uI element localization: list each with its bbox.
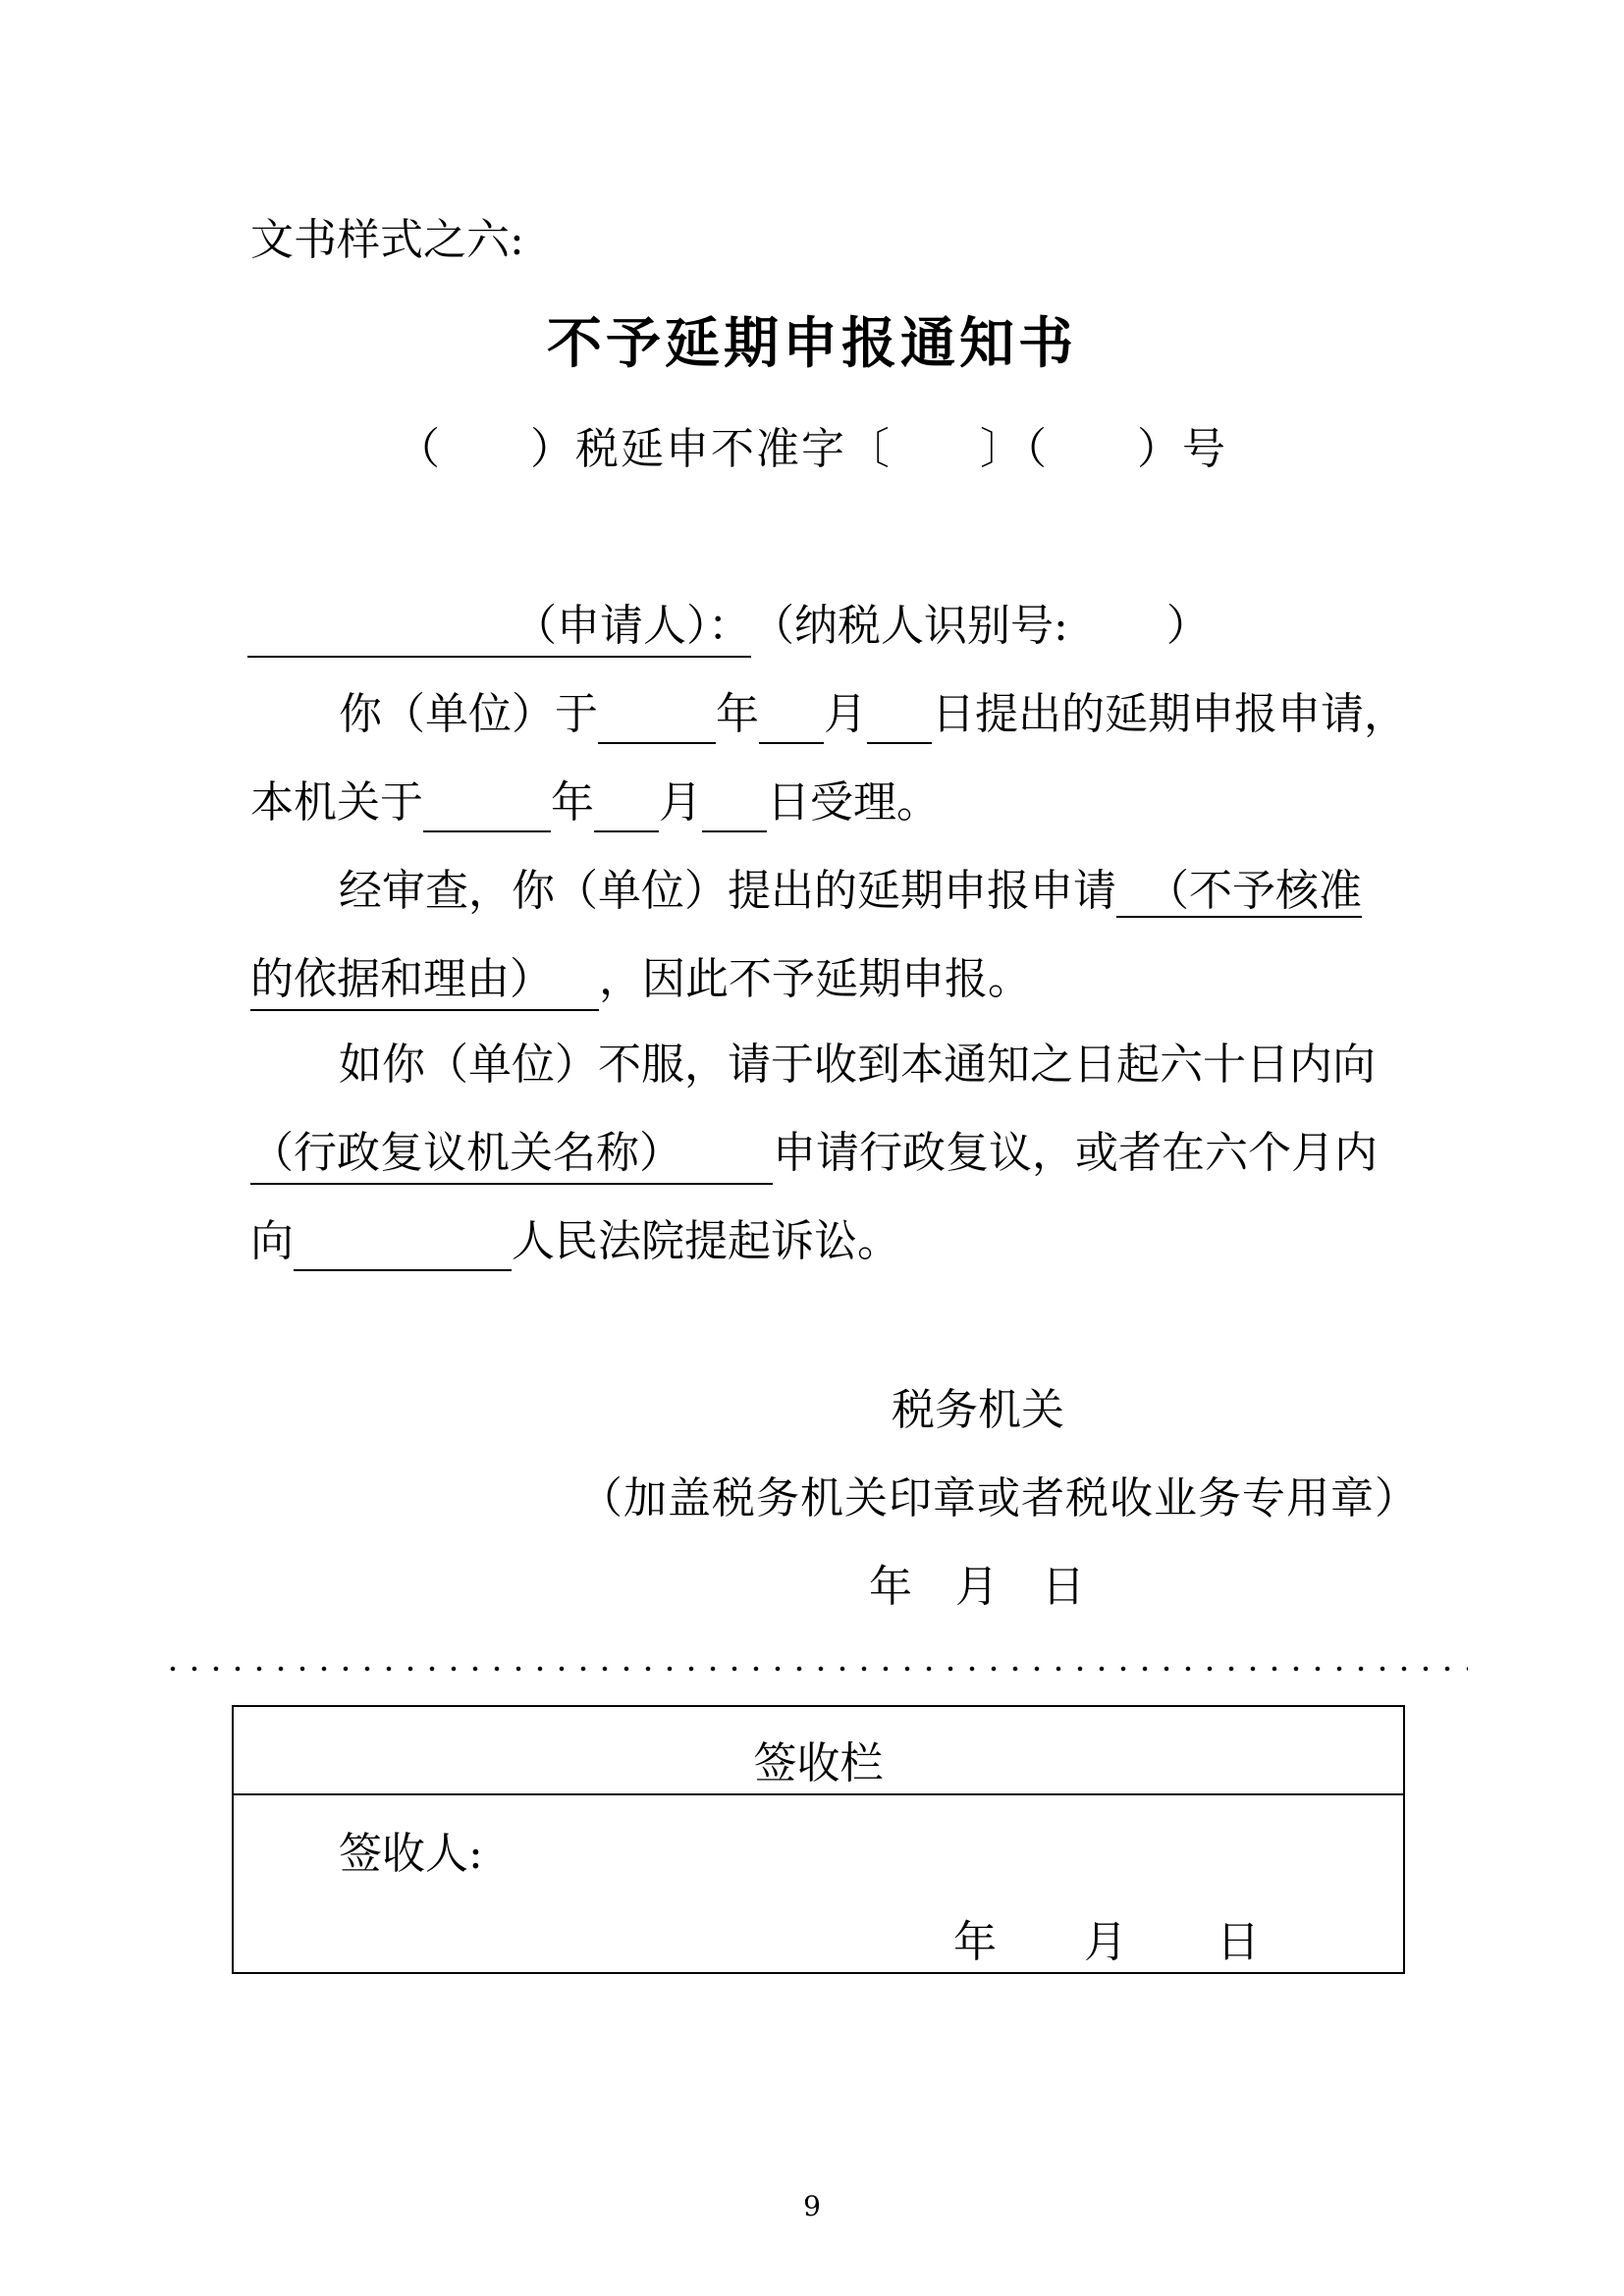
taxpayer-id-close: ） <box>1165 601 1210 651</box>
docno-middle: ）税延申不准字〔 <box>530 424 892 474</box>
text: 本机关于 <box>250 777 423 828</box>
page-number: 9 <box>803 2190 821 2222</box>
text: 人民法院提起诉讼。 <box>512 1216 900 1266</box>
cut-line <box>162 1665 1468 1673</box>
para1-line1 <box>339 685 1407 744</box>
reason-field: 的依据和理由） <box>250 950 599 1011</box>
text: 你（单位）于 <box>339 689 598 739</box>
document-number <box>0 420 1624 479</box>
divider <box>234 1793 1403 1795</box>
docno-close: 〕（ <box>980 424 1049 474</box>
reason-field: （不予核准 <box>1116 866 1362 918</box>
blank-day <box>867 697 932 744</box>
seal-note: （加盖税务机关印章或者税收业务专用章） <box>579 1473 1419 1523</box>
form-label: 文书样式之六: <box>250 215 524 265</box>
text: 日受理。 <box>767 777 940 828</box>
blank-month <box>759 697 824 744</box>
text: 年 <box>551 777 594 828</box>
text: 日提出的延期申报申请， <box>932 689 1407 739</box>
text: 经审查，你（单位）提出的延期申报申请 <box>339 866 1116 916</box>
docno-suffix: ）号 <box>1137 424 1227 474</box>
agency-field: （行政复议机关名称） <box>250 1124 773 1185</box>
applicant-field: （申请人）： <box>247 597 751 658</box>
taxpayer-id-label: （纳税人识别号: <box>751 601 1068 651</box>
blank-month <box>594 785 659 832</box>
para3-line3 <box>250 1212 900 1271</box>
receipt-year: 年 <box>953 1917 997 1967</box>
blank-year <box>423 785 551 832</box>
para2-line2 <box>250 950 1031 1011</box>
signature-date: 年 月 日 <box>869 1562 1085 1612</box>
receipt-header: 签收栏 <box>753 1738 884 1789</box>
text: 年 <box>716 689 759 739</box>
docno-open: （ <box>397 424 442 474</box>
para2-line1 <box>339 862 1362 921</box>
para3-line2 <box>250 1124 1378 1185</box>
text: ，因此不予延期申报。 <box>599 954 1031 1004</box>
blank-court <box>294 1224 512 1271</box>
tax-authority: 税务机关 <box>892 1385 1064 1435</box>
receipt-day: 日 <box>1217 1917 1260 1967</box>
blank-year <box>598 697 716 744</box>
para3-line1: 如你（单位）不服，请于收到本通知之日起六十日内向 <box>339 1040 1376 1090</box>
addressee-line <box>247 597 1210 658</box>
text: 月 <box>824 689 867 739</box>
receipt-box <box>232 1705 1405 1974</box>
text: 月 <box>659 777 702 828</box>
document-title: 不予延期申报通知书 <box>547 311 1077 376</box>
receipt-month: 月 <box>1084 1917 1127 1967</box>
signer-label: 签收人: <box>339 1829 483 1879</box>
blank-day <box>702 785 767 832</box>
text: 向 <box>250 1216 294 1266</box>
text: 申请行政复议，或者在六个月内 <box>773 1128 1378 1178</box>
para1-line2 <box>250 774 940 832</box>
